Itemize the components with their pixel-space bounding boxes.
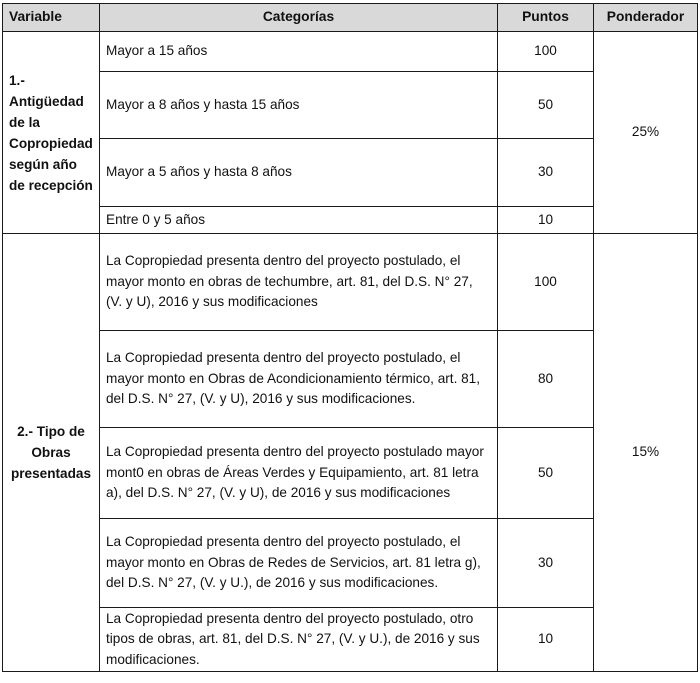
puntos-cell: 30 <box>498 139 594 207</box>
variable-antiguedad: 1.- Antigüedad de la Copropiedad según año de recepción <box>3 32 100 234</box>
ponderador-antiguedad: 25% <box>594 32 698 234</box>
puntos-cell: 30 <box>498 519 594 608</box>
variable-tipo-obras: 2.- Tipo de Obras presentadas <box>3 234 100 672</box>
puntos-cell: 100 <box>498 32 594 72</box>
scoring-table <box>2 3 698 672</box>
categoria-cell: La Copropiedad presenta dentro del proyecto postulado mayor mont0 en obras de Áreas Verdes y Equipamiento, art. 81 letra a), del D.S. N° 27, (V. y U), de 2016 y sus modificaciones <box>100 428 498 519</box>
categoria-cell: La Copropiedad presenta dentro del proyecto postulado, el mayor monto en Obras de Redes de Servicios, art. 81 letra g), del D.S. N° 27, (V. y U.), de 2016 y sus modificaciones. <box>100 519 498 608</box>
header-categorias: Categorías <box>100 4 498 32</box>
table-row <box>3 331 698 428</box>
puntos-cell: 80 <box>498 331 594 428</box>
ponderador-tipo-obras: 15% <box>594 234 698 672</box>
table-row <box>3 608 698 672</box>
puntos-cell: 50 <box>498 72 594 139</box>
header-puntos: Puntos <box>498 4 594 32</box>
puntos-cell: 100 <box>498 234 594 331</box>
header-row <box>3 4 698 32</box>
header-ponderador: Ponderador <box>594 4 698 32</box>
categoria-cell: Mayor a 8 años y hasta 15 años <box>100 72 498 139</box>
table-row <box>3 519 698 608</box>
puntos-cell: 10 <box>498 608 594 672</box>
table-row <box>3 234 698 331</box>
table-row <box>3 207 698 234</box>
table-row <box>3 428 698 519</box>
table-row <box>3 32 698 72</box>
categoria-cell: Entre 0 y 5 años <box>100 207 498 234</box>
categoria-cell: La Copropiedad presenta dentro del proyecto postulado, el mayor monto en obras de techumbre, art. 81, del D.S. N° 27, (V. y U), 2016 y sus modificaciones <box>100 234 498 331</box>
categoria-cell: La Copropiedad presenta dentro del proyecto postulado, otro tipos de obras, art. 81, del D.S. N° 27, (V. y U.), de 2016 y sus modificaciones. <box>100 608 498 672</box>
categoria-cell: Mayor a 5 años y hasta 8 años <box>100 139 498 207</box>
categoria-cell: La Copropiedad presenta dentro del proyecto postulado, el mayor monto en Obras de Acondicionamiento térmico, art. 81, del D.S. N° 27, (V. y U), 2016 y sus modificaciones. <box>100 331 498 428</box>
puntos-cell: 10 <box>498 207 594 234</box>
table-row <box>3 72 698 139</box>
categoria-cell: Mayor a 15 años <box>100 32 498 72</box>
table-row <box>3 139 698 207</box>
puntos-cell: 50 <box>498 428 594 519</box>
header-variable: Variable <box>3 4 100 32</box>
